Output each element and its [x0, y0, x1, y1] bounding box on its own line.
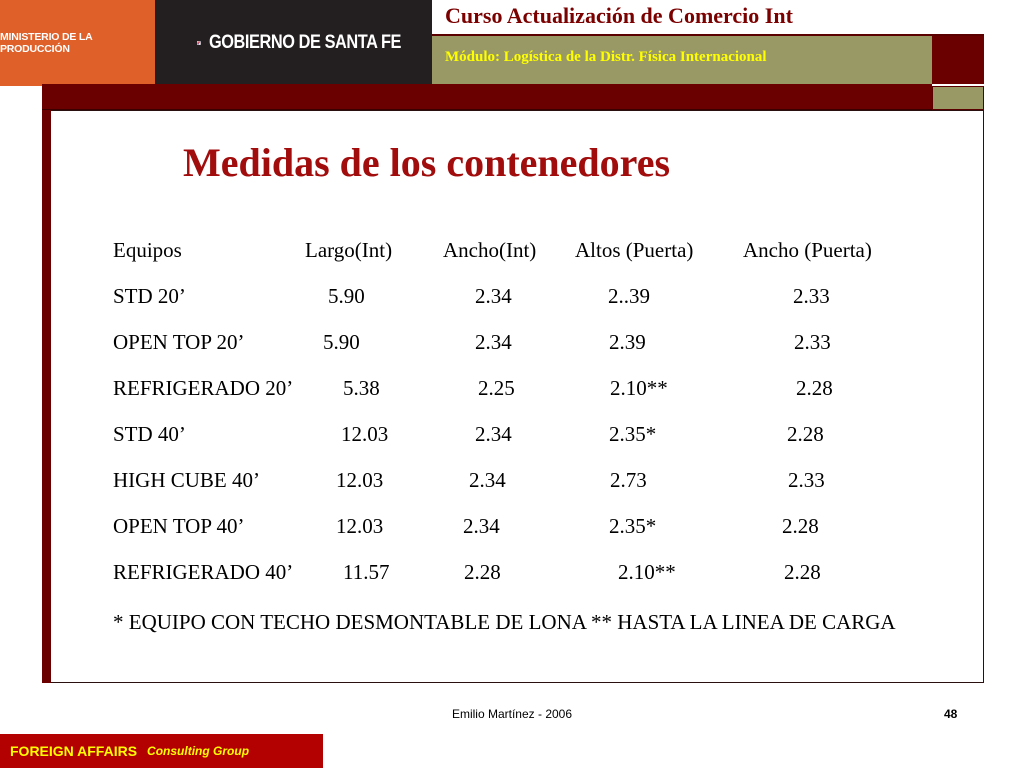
cell-equipo: OPEN TOP 40’	[113, 514, 245, 538]
table-row	[113, 422, 953, 468]
cell-equipo: REFRIGERADO 20’	[113, 376, 294, 400]
cell-ancho-int: 2.34	[475, 422, 512, 446]
brand-name: FOREIGN AFFAIRS	[10, 743, 138, 759]
cell-altos-puerta: 2.39	[609, 330, 646, 354]
cell-equipo: STD 20’	[113, 284, 186, 308]
brand-bar	[0, 734, 323, 768]
cell-largo: 12.03	[341, 422, 389, 446]
cell-ancho-int: 2.34	[475, 284, 512, 308]
cell-ancho-puerta: 2.28	[784, 560, 821, 584]
header-altos-puerta: Altos (Puerta)	[575, 238, 694, 262]
module-title: Módulo: Logística de la Distr. Física Internacional	[445, 49, 767, 65]
footer-author: Emilio Martínez - 2006	[451, 707, 573, 721]
cell-altos-puerta: 2.10**	[610, 376, 668, 400]
slide-title: Medidas de los contenedores	[183, 140, 671, 185]
brand-subtitle: Consulting Group	[147, 744, 250, 758]
header-ancho-puerta: Ancho (Puerta)	[743, 238, 872, 262]
cell-equipo: OPEN TOP 20’	[113, 330, 245, 354]
page-number: 48	[944, 707, 958, 721]
cell-ancho-puerta: 2.28	[782, 514, 819, 538]
footnote: * EQUIPO CON TECHO DESMONTABLE DE LONA ** HASTA LA LINEA DE CARGA	[113, 610, 896, 634]
cell-ancho-int: 2.28	[464, 560, 501, 584]
cell-altos-puerta: 2..39	[608, 284, 650, 308]
table-row	[113, 330, 953, 376]
header-equipos: Equipos	[113, 238, 182, 262]
cell-ancho-int: 2.34	[469, 468, 506, 492]
table-row	[113, 560, 953, 606]
cell-ancho-puerta: 2.28	[796, 376, 833, 400]
table-header-row	[113, 238, 953, 284]
cell-largo: 5.90	[323, 330, 360, 354]
cell-altos-puerta: 2.10**	[618, 560, 676, 584]
santa-fe-emblem-icon	[197, 20, 201, 66]
cell-equipo: STD 40’	[113, 422, 186, 446]
cell-largo: 12.03	[336, 468, 384, 492]
cell-largo: 5.90	[328, 284, 365, 308]
left-accent-strip	[42, 110, 51, 683]
corner-block-dark	[932, 34, 984, 84]
cell-ancho-puerta: 2.33	[794, 330, 831, 354]
course-title: Curso Actualización de Comercio Int	[445, 3, 793, 28]
cell-largo: 5.38	[343, 376, 380, 400]
cell-equipo: HIGH CUBE 40’	[113, 468, 260, 492]
corner-block-olive	[932, 86, 984, 110]
table-row	[113, 376, 953, 422]
cell-largo: 11.57	[343, 560, 390, 584]
cell-altos-puerta: 2.73	[610, 468, 647, 492]
top-band	[42, 84, 932, 110]
table-row	[113, 514, 953, 560]
header-largo: Largo(Int)	[305, 238, 393, 262]
container-table	[113, 238, 953, 606]
cell-ancho-puerta: 2.33	[788, 468, 825, 492]
cell-ancho-int: 2.25	[478, 376, 515, 400]
cell-largo: 12.03	[336, 514, 384, 538]
table-row	[113, 284, 953, 330]
cell-ancho-int: 2.34	[463, 514, 500, 538]
cell-altos-puerta: 2.35*	[609, 514, 657, 538]
cell-ancho-puerta: 2.33	[793, 284, 830, 308]
gobierno-logo-text: GOBIERNO DE SANTA FE	[208, 32, 401, 53]
gobierno-logo	[155, 0, 432, 86]
cell-altos-puerta: 2.35*	[609, 422, 657, 446]
cell-ancho-int: 2.34	[475, 330, 512, 354]
cell-equipo: REFRIGERADO 40’	[113, 560, 294, 584]
ministerio-logo	[0, 0, 155, 86]
module-bar	[432, 34, 932, 84]
table-row	[113, 468, 953, 514]
ministerio-logo-text: MINISTERIO DE LA PRODUCCIÓN	[0, 31, 93, 55]
cell-ancho-puerta: 2.28	[787, 422, 824, 446]
header-ancho-int: Ancho(Int)	[443, 238, 537, 262]
